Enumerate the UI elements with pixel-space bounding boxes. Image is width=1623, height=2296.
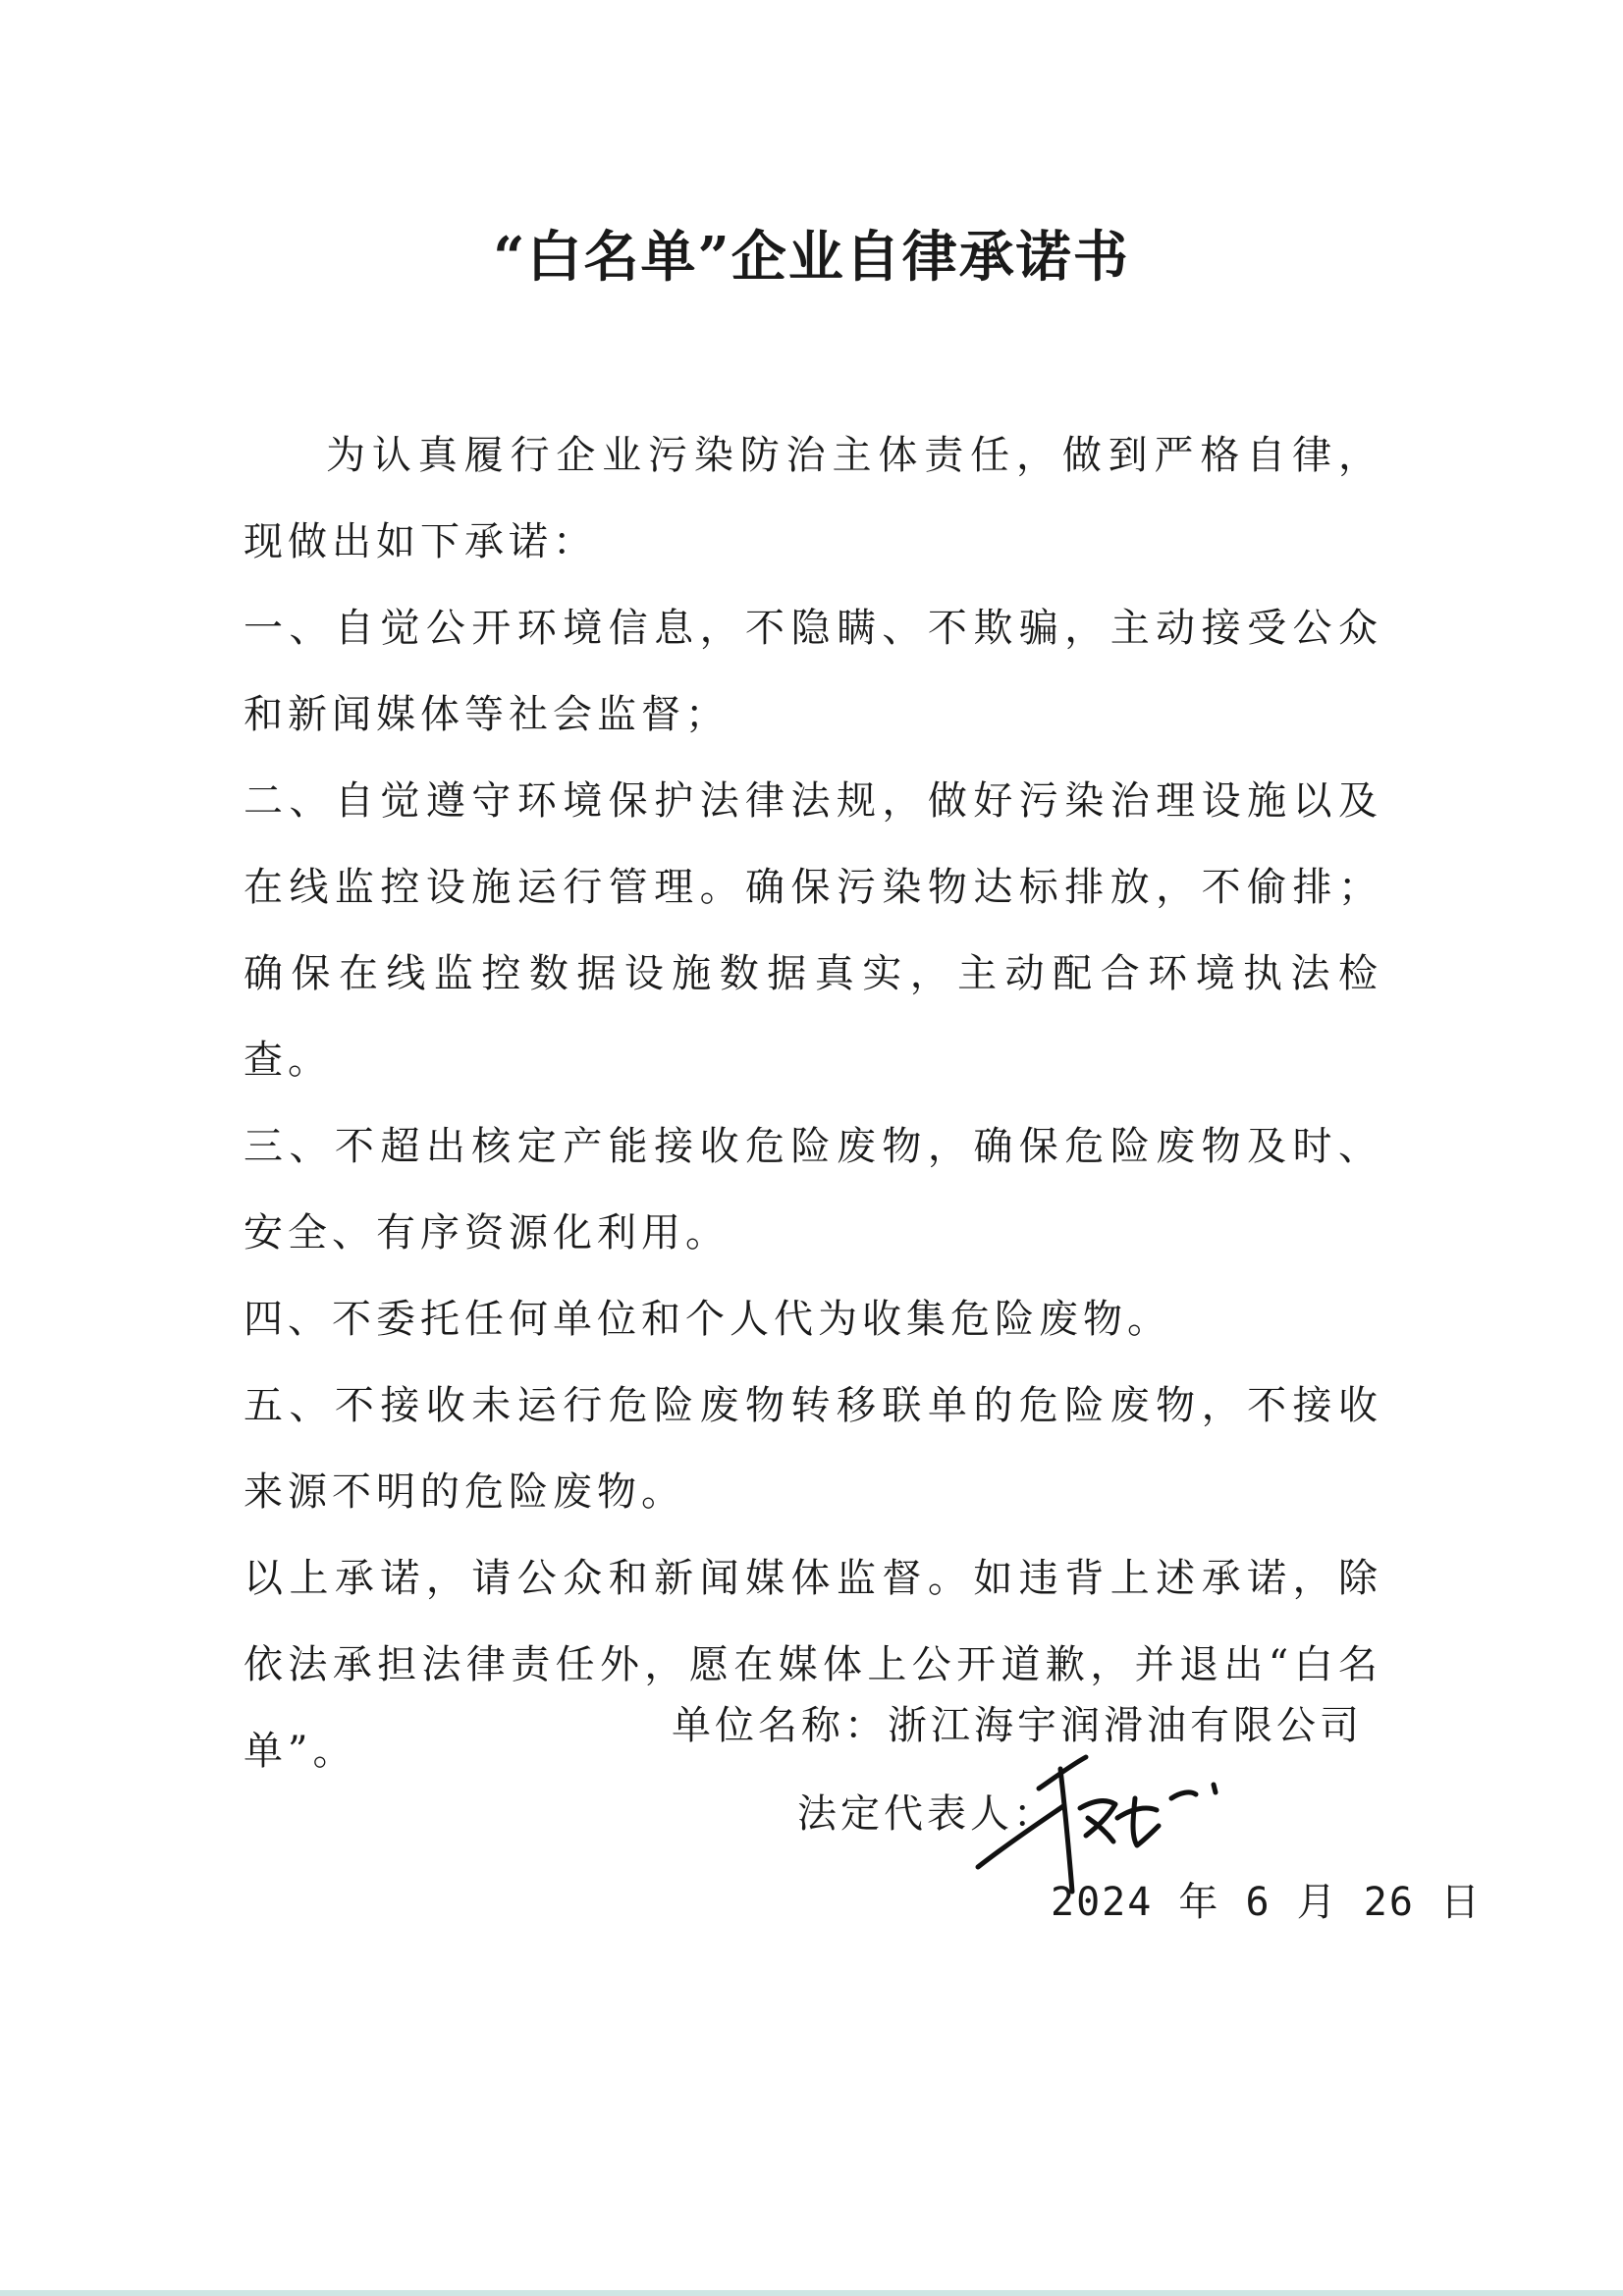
legal-representative-label: 法定代表人： xyxy=(797,1791,1056,1837)
commitment-4: 四、不委托任何单位和个人代为收集危险废物。 xyxy=(243,1297,1171,1342)
document-body xyxy=(243,412,1382,1794)
intro-paragraph: 为认真履行企业污染防治主体责任，做到严格自律，现做出如下承诺： xyxy=(243,433,1382,564)
company-name-line: 单位名称：浙江海宇润滑油有限公司 xyxy=(672,1703,1363,1748)
commitment-5: 五、不接收未运行危险废物转移联单的危险废物，不接收来源不明的危险废物。 xyxy=(243,1383,1382,1515)
commitment-2: 二、自觉遵守环境保护法律法规，做好污染治理设施以及在线监控设施运行管理。确保污染物达标排放，不偷排；确保在线监控数据设施数据真实，主动配合环境执法检查。 xyxy=(243,778,1382,1083)
signing-date: 2024 年 6 月 26 日 xyxy=(1051,1880,1482,1925)
commitment-3: 三、不超出核定产能接收危险废物，确保危险废物及时、安全、有序资源化利用。 xyxy=(243,1124,1382,1255)
document-title: “白名单”企业自律承诺书 xyxy=(493,225,1130,290)
bottom-edge-rule xyxy=(0,2290,1623,2296)
commitment-1: 一、自觉公开环境信息，不隐瞒、不欺骗，主动接受公众和新闻媒体等社会监督； xyxy=(243,606,1382,737)
closing-paragraph: 以上承诺，请公众和新闻媒体监督。如违背上述承诺，除依法承担法律责任外，愿在媒体上公开道歉，并退出“白名单”。 xyxy=(243,1556,1382,1774)
